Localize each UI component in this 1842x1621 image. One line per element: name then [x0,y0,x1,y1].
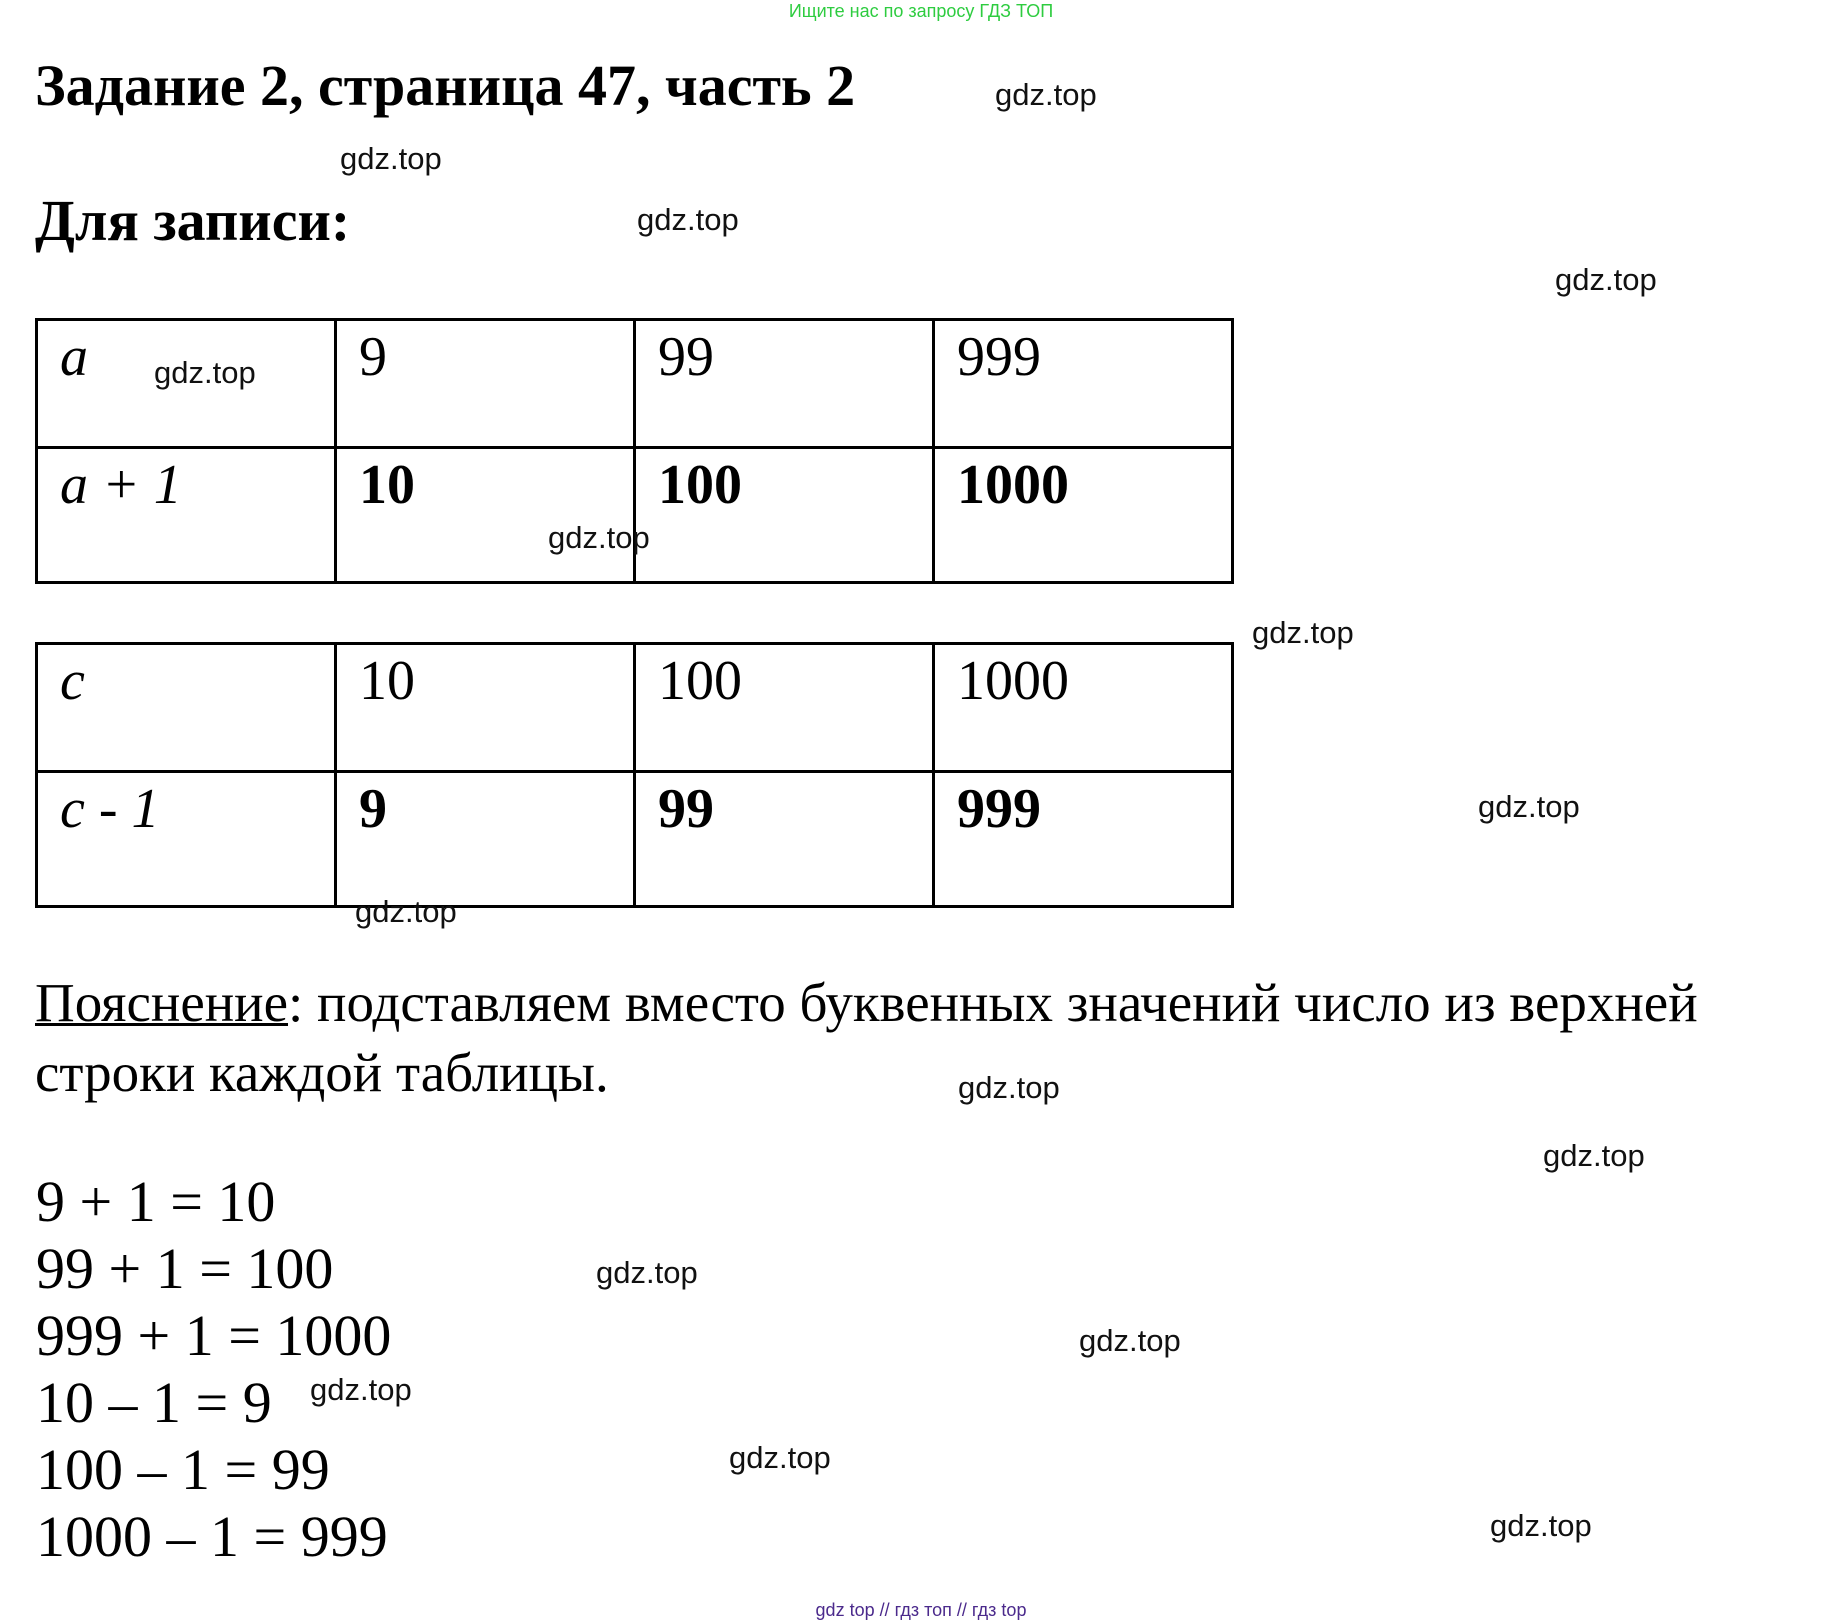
watermark: gdz.top [1543,1138,1645,1173]
watermark: gdz.top [1079,1323,1181,1358]
table-row [37,644,1233,772]
watermark: gdz.top [995,77,1097,112]
equation: 1000 – 1 = 999 [36,1504,388,1569]
watermark: gdz.top [1478,789,1580,824]
watermark: gdz.top [548,520,650,555]
equation: 99 + 1 = 100 [36,1236,334,1301]
table-cell: 1000 [934,448,1233,583]
table-label-cell: c [37,644,336,772]
table-label-cell: c - 1 [37,772,336,907]
table-cell: 10 [336,448,635,583]
page-title: Задание 2, страница 47, часть 2 [35,53,856,118]
table-cell: 999 [934,772,1233,907]
table-cell: 100 [635,644,934,772]
watermark: gdz.top [637,202,739,237]
equation: 999 + 1 = 1000 [36,1303,392,1368]
equation: 9 + 1 = 10 [36,1169,276,1234]
table-label-cell: a [37,320,336,448]
watermark: gdz.top [154,355,256,390]
table-cell: 10 [336,644,635,772]
explanation-text: : подставляем вместо буквенных значений число из верхней строки каждой таблицы. [35,972,1698,1103]
table-cell: 9 [336,772,635,907]
table-cell: 999 [934,320,1233,448]
watermark: gdz.top [596,1255,698,1290]
table-c [35,642,1234,908]
equations-list [36,1168,391,1570]
watermark: gdz.top [355,894,457,929]
explanation [35,968,1825,1108]
watermark: gdz.top [1490,1508,1592,1543]
section-subtitle: Для записи: [35,188,351,253]
watermark: gdz.top [1252,615,1354,650]
watermark: gdz.top [958,1070,1060,1105]
equation: 10 – 1 = 9 [36,1370,272,1435]
table-cell: 9 [336,320,635,448]
table-cell: 99 [635,772,934,907]
watermark: gdz.top [729,1440,831,1475]
top-banner: Ищите нас по запросу ГДЗ ТОП [788,1,1054,21]
watermark: gdz.top [1555,262,1657,297]
watermark: gdz.top [310,1372,412,1407]
equation: 100 – 1 = 99 [36,1437,330,1502]
table-row [37,448,1233,583]
table-label-cell: a + 1 [37,448,336,583]
table-cell: 100 [635,448,934,583]
table-row [37,772,1233,907]
watermark: gdz.top [340,141,442,176]
footer-links: gdz top // гдз топ // гдз top [815,1600,1027,1620]
explanation-label: Пояснение [35,972,289,1033]
table-cell: 1000 [934,644,1233,772]
table-cell: 99 [635,320,934,448]
